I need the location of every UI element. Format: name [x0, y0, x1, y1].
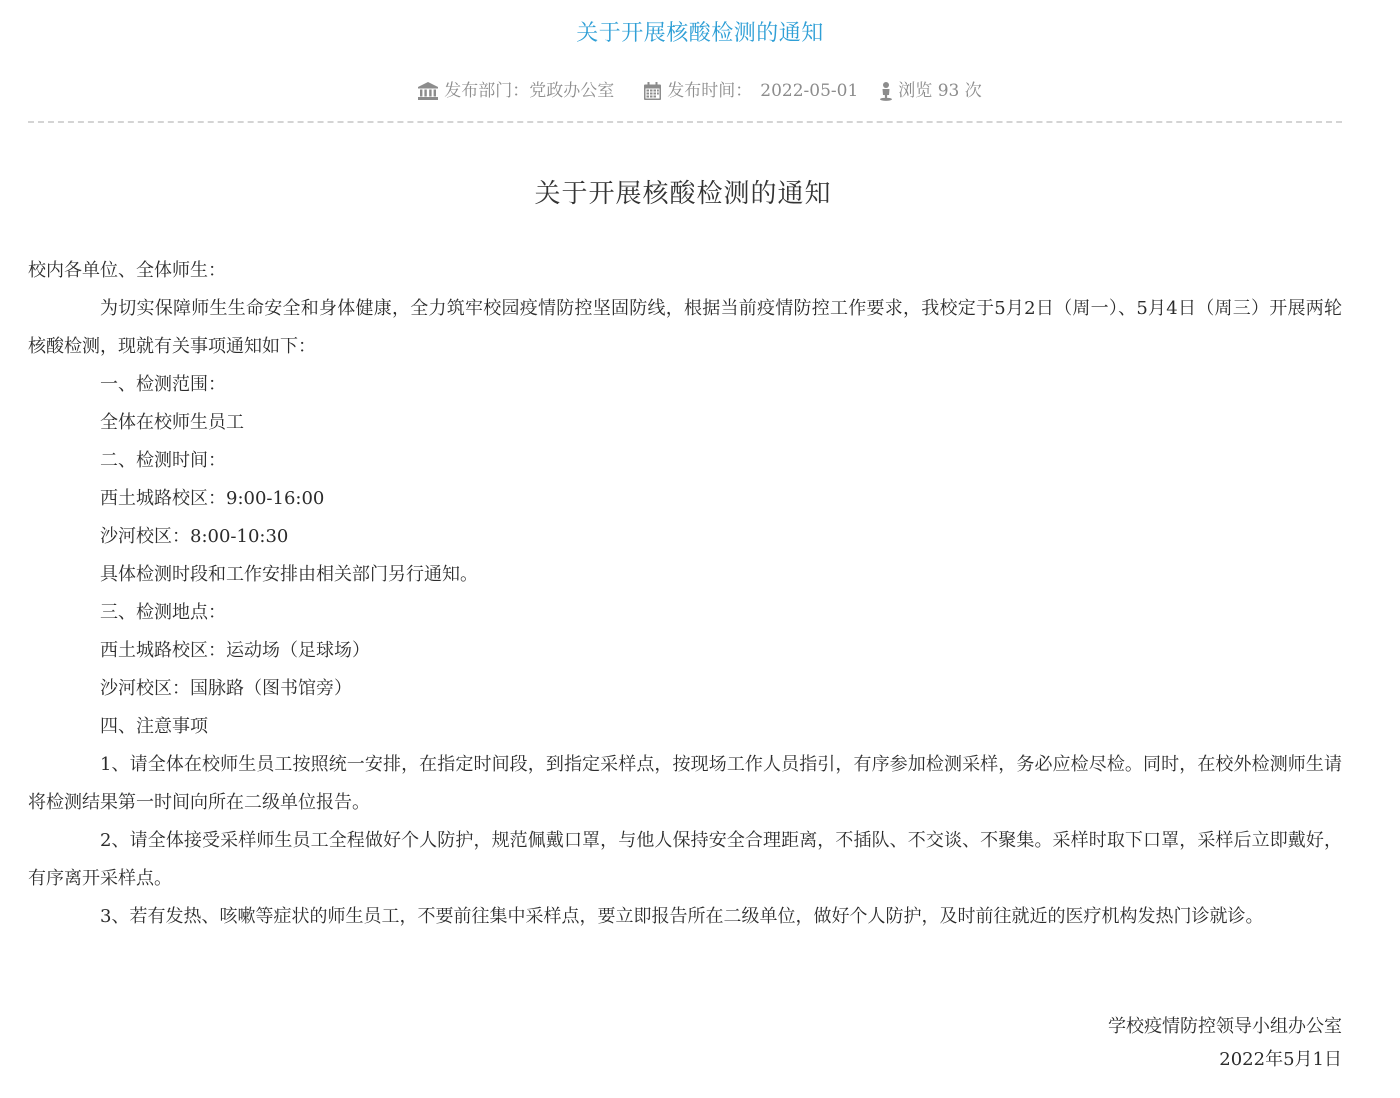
section2-line-3: 具体检测时段和工作安排由相关部门另行通知。 [100, 564, 478, 585]
meta-separator: ： [735, 81, 753, 101]
section1-body: 全体在校师生员工 [100, 412, 244, 433]
signature-date: 2022年5月1日 [1219, 1049, 1342, 1070]
note-3: 3、若有发热、咳嗽等症状的师生员工，不要前往集中采样点，要立即报告所在二级单位，做好个人防护，及时前往就近的医疗机构发热门诊就诊。 [100, 906, 1264, 927]
meta-department [418, 77, 614, 105]
date-label: 发布时间 [667, 81, 736, 101]
section2-line-2: 沙河校区：8:00-10:30 [100, 526, 289, 547]
header-title: 关于开展核酸检测的通知 [576, 21, 824, 46]
meta-bar [0, 77, 1400, 105]
section2-heading: 二、检测时间： [100, 450, 226, 471]
institution-icon [418, 82, 438, 100]
signature-org: 学校疫情防控领导小组办公室 [1108, 1016, 1342, 1037]
intro-paragraph: 为切实保障师生生命安全和身体健康，全力筑牢校园疫情防控坚固防线，根据当前疫情防控工作要求，我校定于5月2日（周一）、5月4日（周三）开展两轮核酸检测，现就有关事项通知如下： [28, 298, 1342, 357]
dashed-divider [28, 121, 1342, 123]
section4-heading: 四、注意事项 [100, 716, 208, 737]
calendar-icon [644, 82, 661, 100]
article-title: 关于开展核酸检测的通知 [534, 179, 832, 209]
date-value: 2022-05-01 [760, 81, 859, 101]
department-label: 发布部门 [444, 81, 513, 101]
note-1: 1、请全体在校师生员工按照统一安排，在指定时间段，到指定采样点，按现场工作人员指引，有序参加检测采样，务必应检尽检。同时，在校外检测师生请将检测结果第一时间向所在二级单位报告。 [28, 754, 1342, 813]
section3-line-2: 沙河校区：国脉路（图书馆旁） [100, 678, 352, 699]
views-count: 93 [937, 81, 960, 101]
views-suffix: 次 [964, 81, 982, 101]
section3-heading: 三、检测地点： [100, 602, 226, 623]
meta-separator: ： [512, 81, 530, 101]
article-body [28, 252, 1342, 936]
views-prefix: 浏览 [898, 81, 933, 101]
department-value: 党政办公室 [529, 81, 615, 101]
section3-line-1: 西土城路校区：运动场（足球场） [100, 640, 370, 661]
note-2: 2、请全体接受采样师生员工全程做好个人防护，规范佩戴口罩，与他人保持安全合理距离，不插队、不交谈、不聚集。采样时取下口罩，采样后立即戴好，有序离开采样点。 [28, 830, 1342, 889]
person-icon [880, 82, 892, 101]
meta-date [644, 77, 858, 105]
section2-line-1: 西土城路校区：9:00-16:00 [100, 488, 325, 509]
signature-block [1108, 1010, 1342, 1076]
section1-heading: 一、检测范围： [100, 374, 226, 395]
meta-views [880, 77, 981, 105]
salutation: 校内各单位、全体师生： [28, 260, 226, 281]
